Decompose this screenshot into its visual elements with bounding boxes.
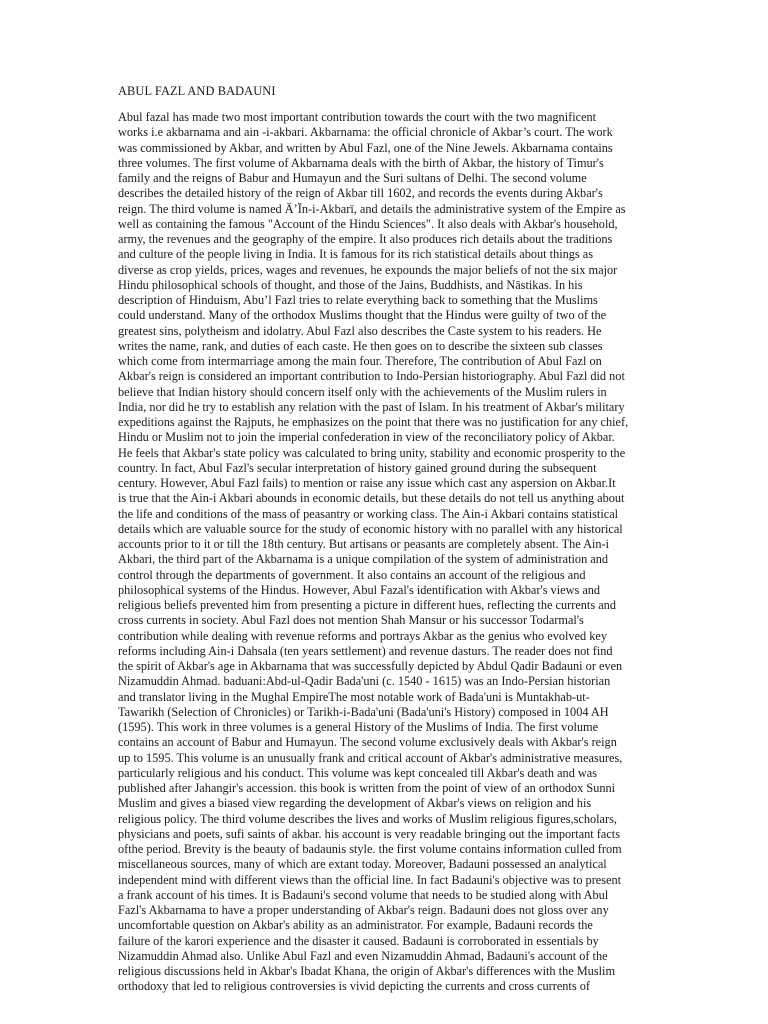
body-text-line: miscellaneous sources, many of which are extant today. Moreover, Badauni possessed an analytical	[118, 857, 607, 872]
body-text-line: reign. The third volume is named Ä’Ïn-i-Akbarī, and details the administrative system of the Empire as	[118, 201, 626, 216]
body-text-line: Abul fazal has made two most important contribution towards the court with the two magnificent	[118, 110, 597, 124]
body-text-line: the spirit of Akbar's age in Akbarnama that was successfully depicted by Abdul Qadir Badauni or even	[118, 659, 623, 673]
body-text-line: century. However, Abul Fazl fails) to mention or raise any issue which cast any aspersion on Akbar.It	[118, 476, 616, 490]
body-text-line: He feels that Akbar's state policy was calculated to bring unity, stability and economic prosperity to the	[118, 445, 626, 460]
body-text-line: which come from intermarriage among the main four. Therefore, The contribution of Abul Fazl on	[118, 354, 602, 368]
body-text-line: greatest sins, polytheism and idolatry. Abul Fazl also describes the Caste system to his readers. He	[118, 323, 602, 338]
body-text-line: particularly religious and his conduct. This volume was kept concealed till Akbar's death and was	[118, 765, 598, 780]
body-text-line: contribution while dealing with revenue reforms and portrays Akbar as the genius who evolved key	[118, 628, 608, 643]
body-text-line: and culture of the people living in India. It is famous for its rich statistical details about things as	[118, 247, 594, 262]
document-title: ABUL FAZL AND BADAUNI	[118, 84, 276, 98]
body-text-line: (1595). This work in three volumes is a general History of the Muslims of India. The first volume	[118, 720, 599, 734]
body-text-line: published after Jahangir's accession. this book is written from the point of view of an orthodox Sunni	[118, 781, 616, 795]
body-text-line: three volumes. The first volume of Akbarnama deals with the birth of Akbar, the history of Timur's	[118, 155, 604, 170]
body-text-line: details which are valuable source for the study of economic history with no parallel with any historical	[118, 521, 623, 536]
body-text-line: describes the detailed history of the reign of Akbar till 1602, and records the events during Akbar's	[118, 186, 603, 201]
body-text-line: religious beliefs prevented him from presenting a picture in different hues, reflecting the currents and	[118, 598, 616, 612]
body-text-line: the life and conditions of the mass of peasantry or working class. The Ain-i Akbari contains statistical	[118, 506, 619, 521]
body-text-line: independent mind with different views than the official line. In fact Badauni's objective was to present	[118, 872, 622, 887]
body-text-line: physicians and poets, sufi saints of akbar. his account is very readable bringing out the important facts	[118, 826, 620, 841]
body-text-line: uncomfortable question on Akbar's ability as an administrator. For example, Badauni records the	[118, 918, 593, 933]
body-text-line: expeditions against the Rajputs, he emphasizes on the point that there was no justification for any chief,	[118, 415, 629, 429]
body-text-line: India, nor did he try to establish any relation with the past of Islam. In his treatment of Akbar's military	[118, 399, 625, 414]
document-body-text	[118, 110, 648, 995]
body-text-line: a frank account of his times. It is Badauni's second volume that needs to be studied along with Abul	[118, 887, 609, 902]
body-text-line: and translator living in the Mughal EmpireThe most notable work of Bada'uni is Muntakhab-ut-	[118, 689, 590, 704]
body-text-line: control through the departments of government. It also contains an account of the religious and	[118, 567, 586, 582]
body-text-line: up to 1595. This volume is an unusually frank and critical account of Akbar's administrative measures,	[118, 750, 623, 765]
body-text-line: could understand. Many of the orthodox Muslims thought that the Hindus were guilty of two of the	[118, 308, 607, 323]
body-text-line: description of Hinduism, Abu’l Fazl tries to relate everything back to something that the Muslims	[118, 293, 598, 307]
body-text-line: well as containing the famous "Account of the Hindu Sciences". It also deals with Akbar's household,	[118, 216, 618, 231]
body-text-line: Nizamuddin Ahmad. baduani:Abd-ul-Qadir Bada'uni (c. 1540 - 1615) was an Indo-Persian historian	[118, 674, 611, 689]
body-text-line: Hindu or Muslim not to join the imperial confederation in view of the reconciliatory policy of Akbar.	[118, 430, 615, 445]
body-text-line: is true that the Ain-i Akbari abounds in economic details, but these details do not tell us anything about	[118, 491, 625, 506]
body-text-line: religious discussions held in Akbar's Ibadat Khana, the origin of Akbar's differences with the Muslim	[118, 964, 616, 978]
body-text-line: Tawarikh (Selection of Chronicles) or Tarikh-i-Bada'uni (Bada'uni's History) composed in 1004 AH	[118, 704, 609, 719]
body-text-line: Muslim and gives a biased view regarding the development of Akbar's views on religion and his	[118, 796, 592, 811]
body-text-line: Fazl's Akbarnama to have a proper understanding of Akbar's reign. Badauni does not gloss over any	[118, 903, 609, 917]
body-text-line: country. In fact, Abul Fazl's secular interpretation of history gained ground during the subsequent	[118, 460, 597, 475]
body-text-line: works i.e akbarnama and ain -i-akbari. Akbarnama: the official chronicle of Akbar’s court. The work	[118, 125, 613, 140]
body-text-line: orthodoxy that led to religious controversies is vivid depicting the currents and cross currents of	[118, 979, 590, 994]
body-text-line: reforms including Ain-i Dahsala (ten years settlement) and revenue dasturs. The reader does not find	[118, 643, 613, 658]
body-text-line: Nizamuddin Ahmad also. Unlike Abul Fazl and even Nizamuddin Ahmad, Badauni's account of the	[118, 948, 608, 963]
body-text-line: failure of the karori experience and the disaster it caused. Badauni is corroborated in essentials by	[118, 933, 599, 948]
body-text-line: philosophical systems of the Hindus. However, Abul Fazal's identification with Akbar's views and	[118, 582, 601, 597]
body-text-line: was commissioned by Akbar, and written by Abul Fazl, one of the Nine Jewels. Akbarnama contains	[118, 140, 613, 155]
body-text-line: believe that Indian history should concern itself only with the achievements of the Muslim rulers in	[118, 384, 607, 399]
body-text-line: diverse as crop yields, prices, wages and revenues, he expounds the major beliefs of not the six major	[118, 262, 618, 277]
body-text-line: writes the name, rank, and duties of each caste. He then goes on to describe the sixteen sub classes	[118, 338, 603, 353]
body-text-line: contains an account of Babur and Humayun. The second volume exclusively deals with Akbar's reign	[118, 735, 617, 750]
body-text-line: ofthe period. Brevity is the beauty of badaunis style. the first volume contains information culled from	[118, 842, 622, 856]
body-text-line: army, the revenues and the geography of the empire. It also produces rich details about the traditions	[118, 232, 613, 246]
body-text-line: cross currents in society. Abul Fazl does not mention Shah Mansur or his successor Todarmal's	[118, 613, 584, 628]
body-text-line: accounts prior to it or till the 18th century. But artisans or peasants are completely absent. The Ain-i	[118, 537, 610, 551]
body-text-line: Akbar's reign is considered an important contribution to Indo-Persian historiography. Abul Fazl did not	[118, 369, 625, 384]
body-text-line: family and the reigns of Babur and Humayun and the Suri sultans of Delhi. The second volume	[118, 171, 587, 185]
body-text-line: religious policy. The third volume describes the lives and works of Muslim religious figures,scholars,	[118, 811, 617, 826]
body-text-line: Hindu philosophical schools of thought, and those of the Jains, Buddhists, and Nāstikas. In his	[118, 277, 583, 292]
body-text-line: Akbari, the third part of the Akbarnama is a unique compilation of the system of administration and	[118, 552, 609, 567]
